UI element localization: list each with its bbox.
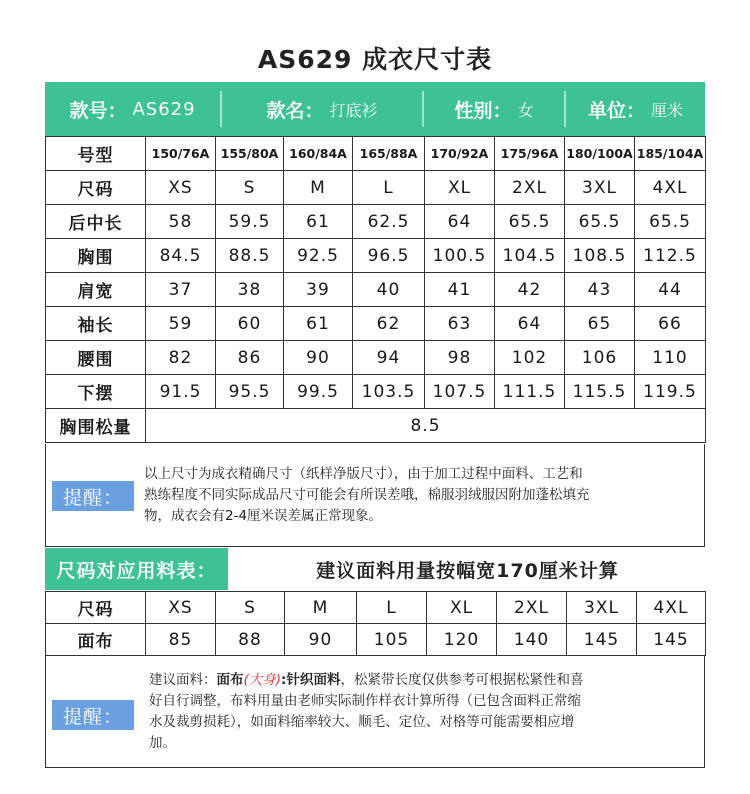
size-cell: 37 bbox=[146, 273, 216, 307]
size-table-row bbox=[46, 205, 706, 239]
style-name bbox=[222, 82, 422, 136]
row-label: 后中长 bbox=[46, 205, 146, 239]
size-cell: 96.5 bbox=[353, 239, 425, 273]
fabric-size-cell: 4XL bbox=[637, 592, 706, 624]
row-label: 腰围 bbox=[46, 341, 146, 375]
size-cell: 106 bbox=[565, 341, 635, 375]
size-cell: 92.5 bbox=[284, 239, 353, 273]
size-cell: 95.5 bbox=[216, 375, 284, 409]
size-cell: 40 bbox=[353, 273, 425, 307]
row-label: 下摆 bbox=[46, 375, 146, 409]
style-name-label: 款名： bbox=[266, 99, 324, 122]
size-cell: XL bbox=[425, 171, 495, 205]
size-cell: 64 bbox=[425, 205, 495, 239]
fabric-amount-cell: 145 bbox=[637, 624, 706, 656]
fabric-size-cell: XS bbox=[146, 592, 216, 624]
fabric-body-part: (大身) bbox=[243, 672, 282, 688]
size-cell: 42 bbox=[495, 273, 565, 307]
size-cell: XS bbox=[146, 171, 216, 205]
size-cell: 62 bbox=[353, 307, 425, 341]
size-row-label: 尺码 bbox=[46, 592, 146, 624]
fabric-amount-cell: 90 bbox=[285, 624, 357, 656]
fabric-amount-cell: 140 bbox=[497, 624, 567, 656]
size-cell: 86 bbox=[216, 341, 284, 375]
size-cell: S bbox=[216, 171, 284, 205]
fabric-size-cell: L bbox=[357, 592, 427, 624]
fabric-size-cell: XL bbox=[427, 592, 497, 624]
size-table-row bbox=[46, 375, 706, 409]
size-cell: 2XL bbox=[495, 171, 565, 205]
size-cell: 160/84A bbox=[284, 137, 353, 171]
size-table-row bbox=[46, 171, 706, 205]
size-cell: 98 bbox=[425, 341, 495, 375]
size-cell: 150/76A bbox=[146, 137, 216, 171]
fabric-note-rest: ，松紧带长度仅供参考可根据松紧性和喜 bbox=[340, 672, 584, 688]
gender bbox=[424, 82, 564, 136]
fabric-reminder-line bbox=[149, 670, 583, 691]
size-cell: 4XL bbox=[635, 171, 706, 205]
chest-ease-value: 8.5 bbox=[146, 409, 706, 443]
size-cell: 38 bbox=[216, 273, 284, 307]
fabric-size-cell: M bbox=[285, 592, 357, 624]
style-name-value: 打底衫 bbox=[329, 100, 378, 120]
size-cell: 84.5 bbox=[146, 239, 216, 273]
fabric-size-cell: S bbox=[216, 592, 285, 624]
size-cell: 88.5 bbox=[216, 239, 284, 273]
size-cell: 102 bbox=[495, 341, 565, 375]
fabric-reminder-line: 加。 bbox=[149, 735, 176, 751]
size-cell: 39 bbox=[284, 273, 353, 307]
reminder-badge: 提醒： bbox=[52, 481, 134, 511]
reminder-line: 熟练程度不同实际成品尺寸可能会有所误差哦，棉服羽绒服因附加蓬松填充 bbox=[144, 487, 590, 503]
size-cell: 110 bbox=[635, 341, 706, 375]
gender-value: 女 bbox=[517, 100, 534, 120]
size-cell: 65.5 bbox=[495, 205, 565, 239]
size-cell: 94 bbox=[353, 341, 425, 375]
reminder-line: 物，成衣会有2-4厘米误差属正常现象。 bbox=[144, 508, 383, 524]
chest-ease-label: 胸围松量 bbox=[46, 409, 146, 443]
fabric-amount-cell: 105 bbox=[357, 624, 427, 656]
fabric-size-cell: 2XL bbox=[497, 592, 567, 624]
size-table-row bbox=[46, 307, 706, 341]
material-table-title: 尺码对应用料表： bbox=[45, 548, 228, 590]
fabric-reminder-line: 好自行调整，布料用量由老师实际制作样衣计算所得（已包含面料正常缩 bbox=[149, 693, 581, 709]
fabric-main-label: 面布 bbox=[216, 672, 244, 688]
size-cell: 170/92A bbox=[425, 137, 495, 171]
fabric-row-label: 面布 bbox=[46, 624, 146, 656]
fabric-size-cell: 3XL bbox=[567, 592, 637, 624]
fabric-type: :针织面料 bbox=[281, 672, 341, 688]
suggested-fabric-label: 建议面料： bbox=[149, 672, 217, 688]
fabric-usage-table bbox=[45, 591, 706, 656]
style-number-label: 款号： bbox=[69, 99, 127, 122]
reminder-line: 以上尺寸为成衣精确尺寸（纸样净版尺寸），由于加工过程中面料、工艺和 bbox=[144, 466, 583, 482]
fabric-reminder-text bbox=[149, 670, 583, 754]
size-cell: 119.5 bbox=[635, 375, 706, 409]
size-cell: 107.5 bbox=[425, 375, 495, 409]
size-cell: 59 bbox=[146, 307, 216, 341]
size-cell: 99.5 bbox=[284, 375, 353, 409]
size-cell: 43 bbox=[565, 273, 635, 307]
row-label: 号型 bbox=[46, 137, 146, 171]
size-table-row bbox=[46, 273, 706, 307]
size-cell: 103.5 bbox=[353, 375, 425, 409]
style-number bbox=[45, 82, 220, 136]
size-chart-table bbox=[45, 136, 706, 443]
unit-value: 厘米 bbox=[651, 100, 684, 120]
row-label: 胸围 bbox=[46, 239, 146, 273]
size-table-row bbox=[46, 137, 706, 171]
page-title: AS629 成衣尺寸表 bbox=[257, 45, 493, 74]
gender-label: 性别： bbox=[454, 99, 512, 122]
size-cell: 165/88A bbox=[353, 137, 425, 171]
size-cell: 82 bbox=[146, 341, 216, 375]
size-cell: 104.5 bbox=[495, 239, 565, 273]
style-number-value: AS629 bbox=[132, 98, 196, 120]
row-label: 肩宽 bbox=[46, 273, 146, 307]
size-cell: 60 bbox=[216, 307, 284, 341]
fabric-amount-cell: 120 bbox=[427, 624, 497, 656]
unit bbox=[566, 82, 705, 136]
size-cell: 65.5 bbox=[565, 205, 635, 239]
fabric-amount-cell: 88 bbox=[216, 624, 285, 656]
row-label: 尺码 bbox=[46, 171, 146, 205]
size-cell: 180/100A bbox=[565, 137, 635, 171]
fabric-amount-cell: 145 bbox=[567, 624, 637, 656]
size-cell: 3XL bbox=[565, 171, 635, 205]
unit-label: 单位： bbox=[587, 99, 645, 122]
size-cell: M bbox=[284, 171, 353, 205]
size-cell: 61 bbox=[284, 205, 353, 239]
fabric-reminder-line: 水及裁剪损耗），如面料缩率较大、顺毛、定位、对格等可能需要相应增 bbox=[149, 714, 575, 730]
size-cell: 64 bbox=[495, 307, 565, 341]
size-cell: 155/80A bbox=[216, 137, 284, 171]
size-cell: L bbox=[353, 171, 425, 205]
fabric-width-note: 建议面料用量按幅宽170厘米计算 bbox=[316, 559, 619, 582]
size-cell: 65.5 bbox=[635, 205, 706, 239]
size-table-row bbox=[46, 239, 706, 273]
spec-header-bar bbox=[45, 82, 705, 136]
size-table-row bbox=[46, 341, 706, 375]
size-cell: 91.5 bbox=[146, 375, 216, 409]
size-cell: 44 bbox=[635, 273, 706, 307]
reminder-text bbox=[144, 464, 590, 527]
size-cell: 63 bbox=[425, 307, 495, 341]
size-cell: 112.5 bbox=[635, 239, 706, 273]
row-label: 袖长 bbox=[46, 307, 146, 341]
size-cell: 185/104A bbox=[635, 137, 706, 171]
size-cell: 90 bbox=[284, 341, 353, 375]
size-cell: 108.5 bbox=[565, 239, 635, 273]
size-cell: 115.5 bbox=[565, 375, 635, 409]
size-cell: 61 bbox=[284, 307, 353, 341]
size-cell: 175/96A bbox=[495, 137, 565, 171]
size-cell: 111.5 bbox=[495, 375, 565, 409]
reminder-badge: 提醒： bbox=[52, 700, 134, 730]
size-cell: 65 bbox=[565, 307, 635, 341]
size-cell: 62.5 bbox=[353, 205, 425, 239]
fabric-amount-cell: 85 bbox=[146, 624, 216, 656]
size-cell: 41 bbox=[425, 273, 495, 307]
size-cell: 59.5 bbox=[216, 205, 284, 239]
size-cell: 58 bbox=[146, 205, 216, 239]
reminder-note bbox=[45, 444, 705, 547]
size-cell: 66 bbox=[635, 307, 706, 341]
size-cell: 100.5 bbox=[425, 239, 495, 273]
fabric-reminder-note bbox=[45, 656, 705, 768]
